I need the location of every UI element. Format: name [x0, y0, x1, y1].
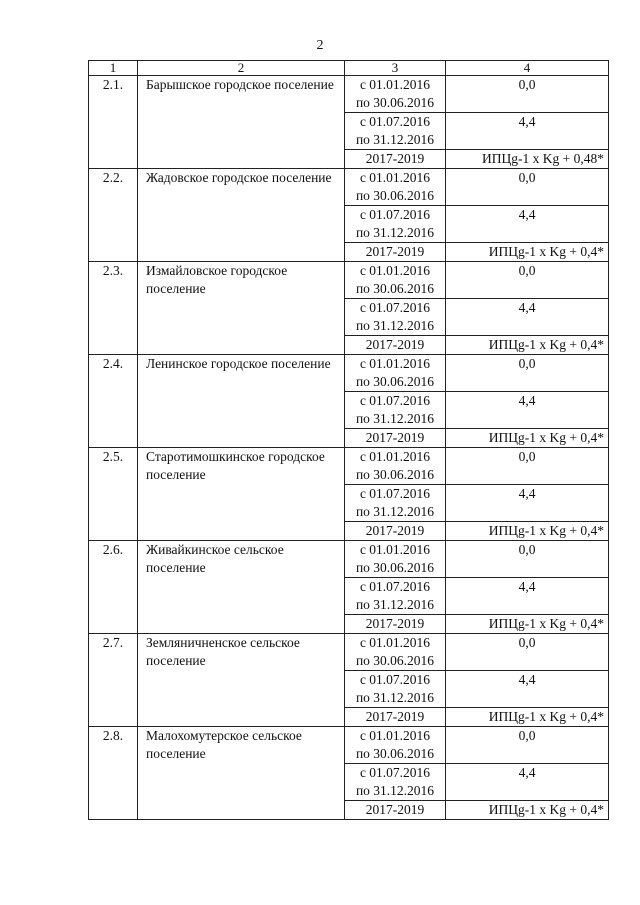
- period-cell: [345, 392, 446, 429]
- value-cell: 0,0: [446, 262, 609, 299]
- table-row: [89, 541, 609, 578]
- period-to: по 30.06.2016: [355, 95, 435, 110]
- period-from: с 01.01.2016: [359, 170, 431, 185]
- column-header: 2: [138, 61, 345, 76]
- value-cell: 0,0: [446, 634, 609, 671]
- period-cell: [345, 671, 446, 708]
- period-cell: 2017-2019: [345, 615, 446, 634]
- formula-cell: ИПЦg-1 x Kg + 0,4*: [446, 429, 609, 448]
- period-from: с 01.01.2016: [359, 263, 431, 278]
- column-header: 4: [446, 61, 609, 76]
- value-cell: 4,4: [446, 578, 609, 615]
- table-row: [89, 355, 609, 392]
- period-to: по 30.06.2016: [355, 746, 435, 761]
- period-to: по 30.06.2016: [355, 281, 435, 296]
- table-row: [89, 448, 609, 485]
- period-to: по 30.06.2016: [355, 467, 435, 482]
- row-number: 2.1.: [89, 76, 138, 169]
- formula-cell: ИПЦg-1 x Kg + 0,4*: [446, 801, 609, 820]
- period-cell: [345, 578, 446, 615]
- formula-cell: ИПЦg-1 x Kg + 0,4*: [446, 708, 609, 727]
- period-to: по 30.06.2016: [355, 374, 435, 389]
- settlement-name: Живайкинское сельское поселение: [138, 541, 345, 634]
- period-cell: [345, 262, 446, 299]
- table-row: [89, 169, 609, 206]
- period-cell: 2017-2019: [345, 243, 446, 262]
- row-number: 2.5.: [89, 448, 138, 541]
- period-to: по 31.12.2016: [355, 318, 435, 333]
- settlement-name: Ленинское городское поселение: [138, 355, 345, 448]
- period-from: с 01.07.2016: [359, 579, 431, 594]
- period-to: по 31.12.2016: [355, 504, 435, 519]
- period-from: с 01.07.2016: [359, 300, 431, 315]
- row-number: 2.6.: [89, 541, 138, 634]
- period-cell: [345, 634, 446, 671]
- period-cell: 2017-2019: [345, 150, 446, 169]
- period-from: с 01.01.2016: [359, 728, 431, 743]
- tariff-table: [88, 60, 609, 820]
- value-cell: 4,4: [446, 113, 609, 150]
- period-from: с 01.01.2016: [359, 356, 431, 371]
- period-cell: [345, 764, 446, 801]
- value-cell: 4,4: [446, 671, 609, 708]
- value-cell: 0,0: [446, 448, 609, 485]
- formula-cell: ИПЦg-1 x Kg + 0,4*: [446, 243, 609, 262]
- row-number: 2.7.: [89, 634, 138, 727]
- period-from: с 01.07.2016: [359, 207, 431, 222]
- period-cell: [345, 113, 446, 150]
- period-cell: [345, 541, 446, 578]
- period-cell: [345, 169, 446, 206]
- settlement-name: Малохомутерское сельское поселение: [138, 727, 345, 820]
- period-from: с 01.01.2016: [359, 77, 431, 92]
- value-cell: 0,0: [446, 541, 609, 578]
- period-from: с 01.01.2016: [359, 542, 431, 557]
- table-header-row: [89, 61, 609, 76]
- settlement-name: Измайловское городское поселение: [138, 262, 345, 355]
- row-number: 2.2.: [89, 169, 138, 262]
- period-from: с 01.07.2016: [359, 486, 431, 501]
- settlement-name: Старотимошкинское городское поселение: [138, 448, 345, 541]
- row-number: 2.4.: [89, 355, 138, 448]
- value-cell: 4,4: [446, 206, 609, 243]
- period-cell: 2017-2019: [345, 522, 446, 541]
- period-cell: [345, 448, 446, 485]
- period-from: с 01.07.2016: [359, 672, 431, 687]
- period-to: по 31.12.2016: [355, 411, 435, 426]
- value-cell: 0,0: [446, 169, 609, 206]
- value-cell: 0,0: [446, 76, 609, 113]
- table-row: [89, 262, 609, 299]
- period-cell: [345, 76, 446, 113]
- column-header: 3: [345, 61, 446, 76]
- period-cell: [345, 206, 446, 243]
- period-cell: 2017-2019: [345, 708, 446, 727]
- formula-cell: ИПЦg-1 x Kg + 0,48*: [446, 150, 609, 169]
- period-from: с 01.01.2016: [359, 635, 431, 650]
- table-row: [89, 76, 609, 113]
- period-to: по 30.06.2016: [355, 188, 435, 203]
- table-row: [89, 727, 609, 764]
- period-cell: [345, 485, 446, 522]
- period-cell: [345, 299, 446, 336]
- settlement-name: Земляничненское сельское поселение: [138, 634, 345, 727]
- value-cell: 4,4: [446, 299, 609, 336]
- period-from: с 01.07.2016: [359, 765, 431, 780]
- value-cell: 4,4: [446, 485, 609, 522]
- period-to: по 30.06.2016: [355, 560, 435, 575]
- period-to: по 30.06.2016: [355, 653, 435, 668]
- page-number: 2: [316, 38, 324, 53]
- period-cell: [345, 727, 446, 764]
- formula-cell: ИПЦg-1 x Kg + 0,4*: [446, 336, 609, 355]
- period-cell: 2017-2019: [345, 801, 446, 820]
- value-cell: 0,0: [446, 355, 609, 392]
- period-to: по 31.12.2016: [355, 690, 435, 705]
- period-to: по 31.12.2016: [355, 597, 435, 612]
- value-cell: 0,0: [446, 727, 609, 764]
- formula-cell: ИПЦg-1 x Kg + 0,4*: [446, 615, 609, 634]
- period-from: с 01.07.2016: [359, 114, 431, 129]
- settlement-name: Жадовское городское поселение: [138, 169, 345, 262]
- period-from: с 01.01.2016: [359, 449, 431, 464]
- table-row: [89, 634, 609, 671]
- value-cell: 4,4: [446, 764, 609, 801]
- period-to: по 31.12.2016: [355, 132, 435, 147]
- column-header: 1: [89, 61, 138, 76]
- period-to: по 31.12.2016: [355, 783, 435, 798]
- row-number: 2.8.: [89, 727, 138, 820]
- period-from: с 01.07.2016: [359, 393, 431, 408]
- period-to: по 31.12.2016: [355, 225, 435, 240]
- value-cell: 4,4: [446, 392, 609, 429]
- formula-cell: ИПЦg-1 x Kg + 0,4*: [446, 522, 609, 541]
- period-cell: 2017-2019: [345, 336, 446, 355]
- row-number: 2.3.: [89, 262, 138, 355]
- period-cell: [345, 355, 446, 392]
- period-cell: 2017-2019: [345, 429, 446, 448]
- settlement-name: Барышское городское поселение: [138, 76, 345, 169]
